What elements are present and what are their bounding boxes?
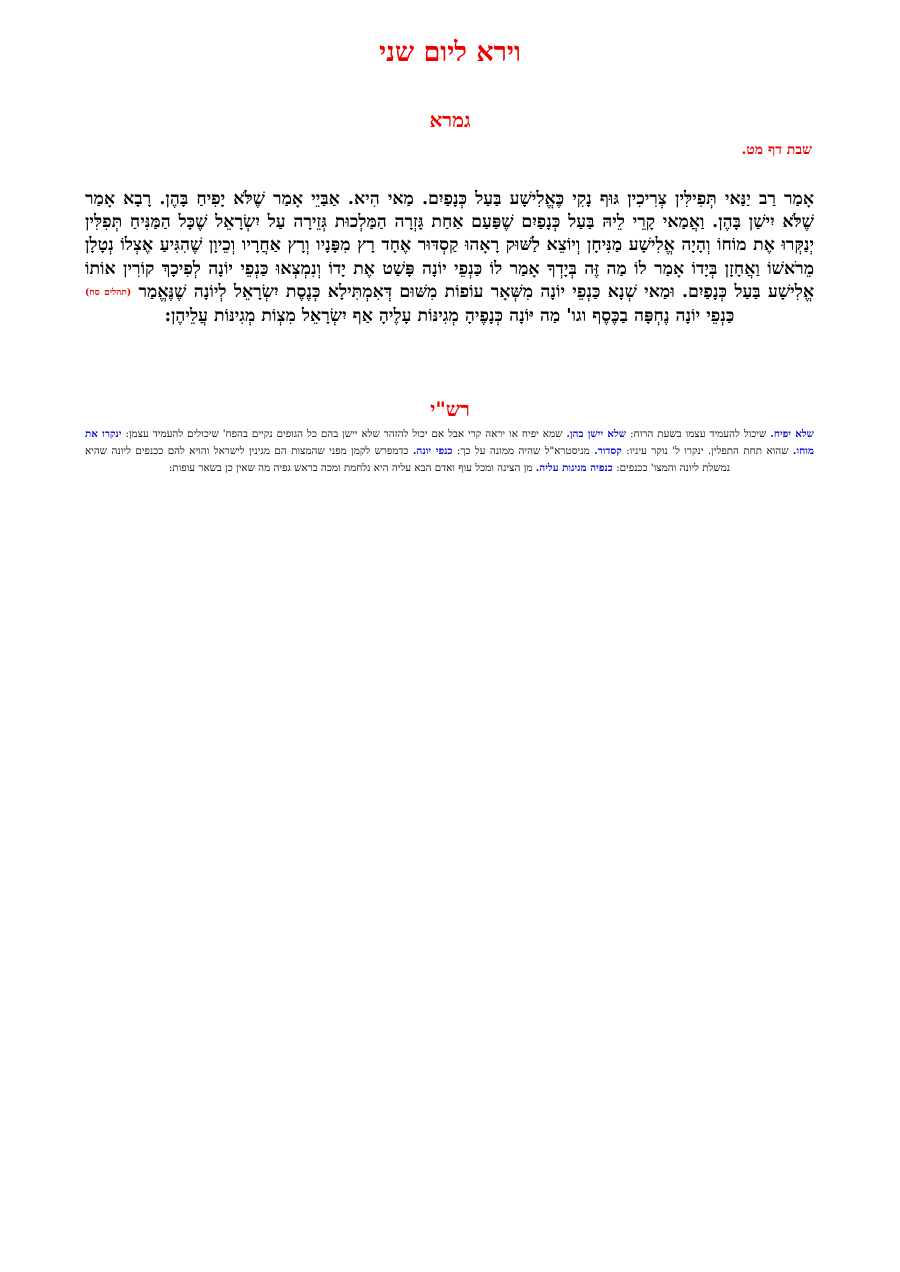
rashi-dibbur-hamatchil: ינקרו את מוחו. — [85, 428, 814, 457]
rashi-comment-text: שמא יפיח או יראה קרי אבל אם יכול להזהר שלא יישן בהם כל הגופים נקיים בהפח' שיכולים להעמיד עצמן: — [125, 428, 563, 440]
gemara-text-part-1: אָמַר רַב יַנַּאי תְּפִילִּין צְרִיכִין גּוּף נָקִי כֶּאֱלִישָׁע בַּעַל כְּנָפַיִם. מַאי הִיא. אַבַּיֵי אָמַר שֶׁלֹּא יָפִיחַ בָּהֶן. רָבָא אָמַר שֶׁלֹּא יִישַׁן בָּהֶן. וַאֲמַאי קָרֵי לֵיהּ בַּעַל כְּנָפַיִם שֶׁפַּעַם אַחַת גָּזְרָה הַמַּלְכוּת גְּזֵירָה עַל יִשְׂרָאֵל שֶׁכָּל הַמַּנִּיחַ תְּפִלִּין יְנַקְּרוּ אֶת מוֹחוֹ וְהָיָה אֱלִישָׁע מַנִּיחָן וְיוֹצֵא לַשּׁוּק רָאָהוּ קַסְדּוּר אֶחָד רָץ מִפָּנָיו וְרָץ אַחֲרָיו וְכֵיוָן שֶׁהִגִּיעַ אֶצְלוֹ נְטָלָן מֵרֹאשׁוֹ וַאֲחָזָן בְּיָדוֹ אָמַר לוֹ מַה זֶּה בְּיָדְךָ אָמַר לוֹ כַּנְפֵי יוֹנָה פָּשַׁט אֶת יָדוֹ וְנִמְצְאוּ כַּנְפֵי יוֹנָה לְפִיכָךְ קוֹרִין אוֹתוֹ אֱלִישָׁע בַּעַל כְּנָפַיִם. וּמַאי שְׁנָא כַּנְפֵי יוֹנָה מִשְּׁאָר עוֹפוֹת מִשּׁוּם דְּאִמְתִּילָא כְּנֶסֶת יִשְׂרָאֵל לְיוֹנָה שֶׁנֶּאֱמַר — [85, 189, 814, 302]
rashi-comment-text: כדמפרש לקמן מפני שהמצות הם מגינין לישראל והויא להם ככנפים ליונה שהיא נמשלת ליונה והמצו' ככנפים: — [85, 445, 731, 474]
rashi-heading: רש"י — [430, 397, 470, 421]
page-title: וירא ליום שני — [379, 37, 521, 68]
rashi-dibbur-hamatchil: שלא יפיח. — [770, 428, 814, 440]
rashi-comment-text: מן הצינה ומכל עוף ואדם הבא עליה היא נלחמת ומכה בראש גפיה מה שאין כן בשאר עופות: — [168, 462, 533, 474]
gemara-text — [85, 188, 814, 328]
rashi-comment-text: שיכול להעמיד עצמו בשעת הרוח: — [630, 428, 767, 440]
rashi-comment-text: מניסטרא"ל שהיה ממונה על כך: — [456, 445, 590, 457]
rashi-dibbur-hamatchil: כנפיה מגינות עליה. — [535, 462, 613, 474]
rashi-dibbur-hamatchil: שלא יישן בהן. — [566, 428, 627, 440]
rashi-comment-text: שהוא תחת התפלין. ינקרו ל' נוקר עיניו: — [626, 445, 789, 457]
psalms-reference-note: (תהלים סח) — [85, 287, 132, 298]
rashi-dibbur-hamatchil: כנפי יונה. — [412, 445, 453, 457]
gemara-text-part-2: כַּנְפֵי יוֹנָה נֶחְפָּה בַכֶּסֶף וגו' מַה יּוֹנָה כְּנָפֶיהָ מְגִינּוֹת עָלֶיהָ אַף יִשְׂרָאֵל מִצְוֹת מְגִינּוֹת עֲלֵיהֶן: — [164, 306, 735, 327]
gemara-heading: גמרא — [429, 108, 471, 132]
rashi-commentary — [85, 426, 814, 477]
rashi-dibbur-hamatchil: קסדור. — [594, 445, 622, 457]
source-reference: שבת דף מט. — [741, 142, 812, 158]
